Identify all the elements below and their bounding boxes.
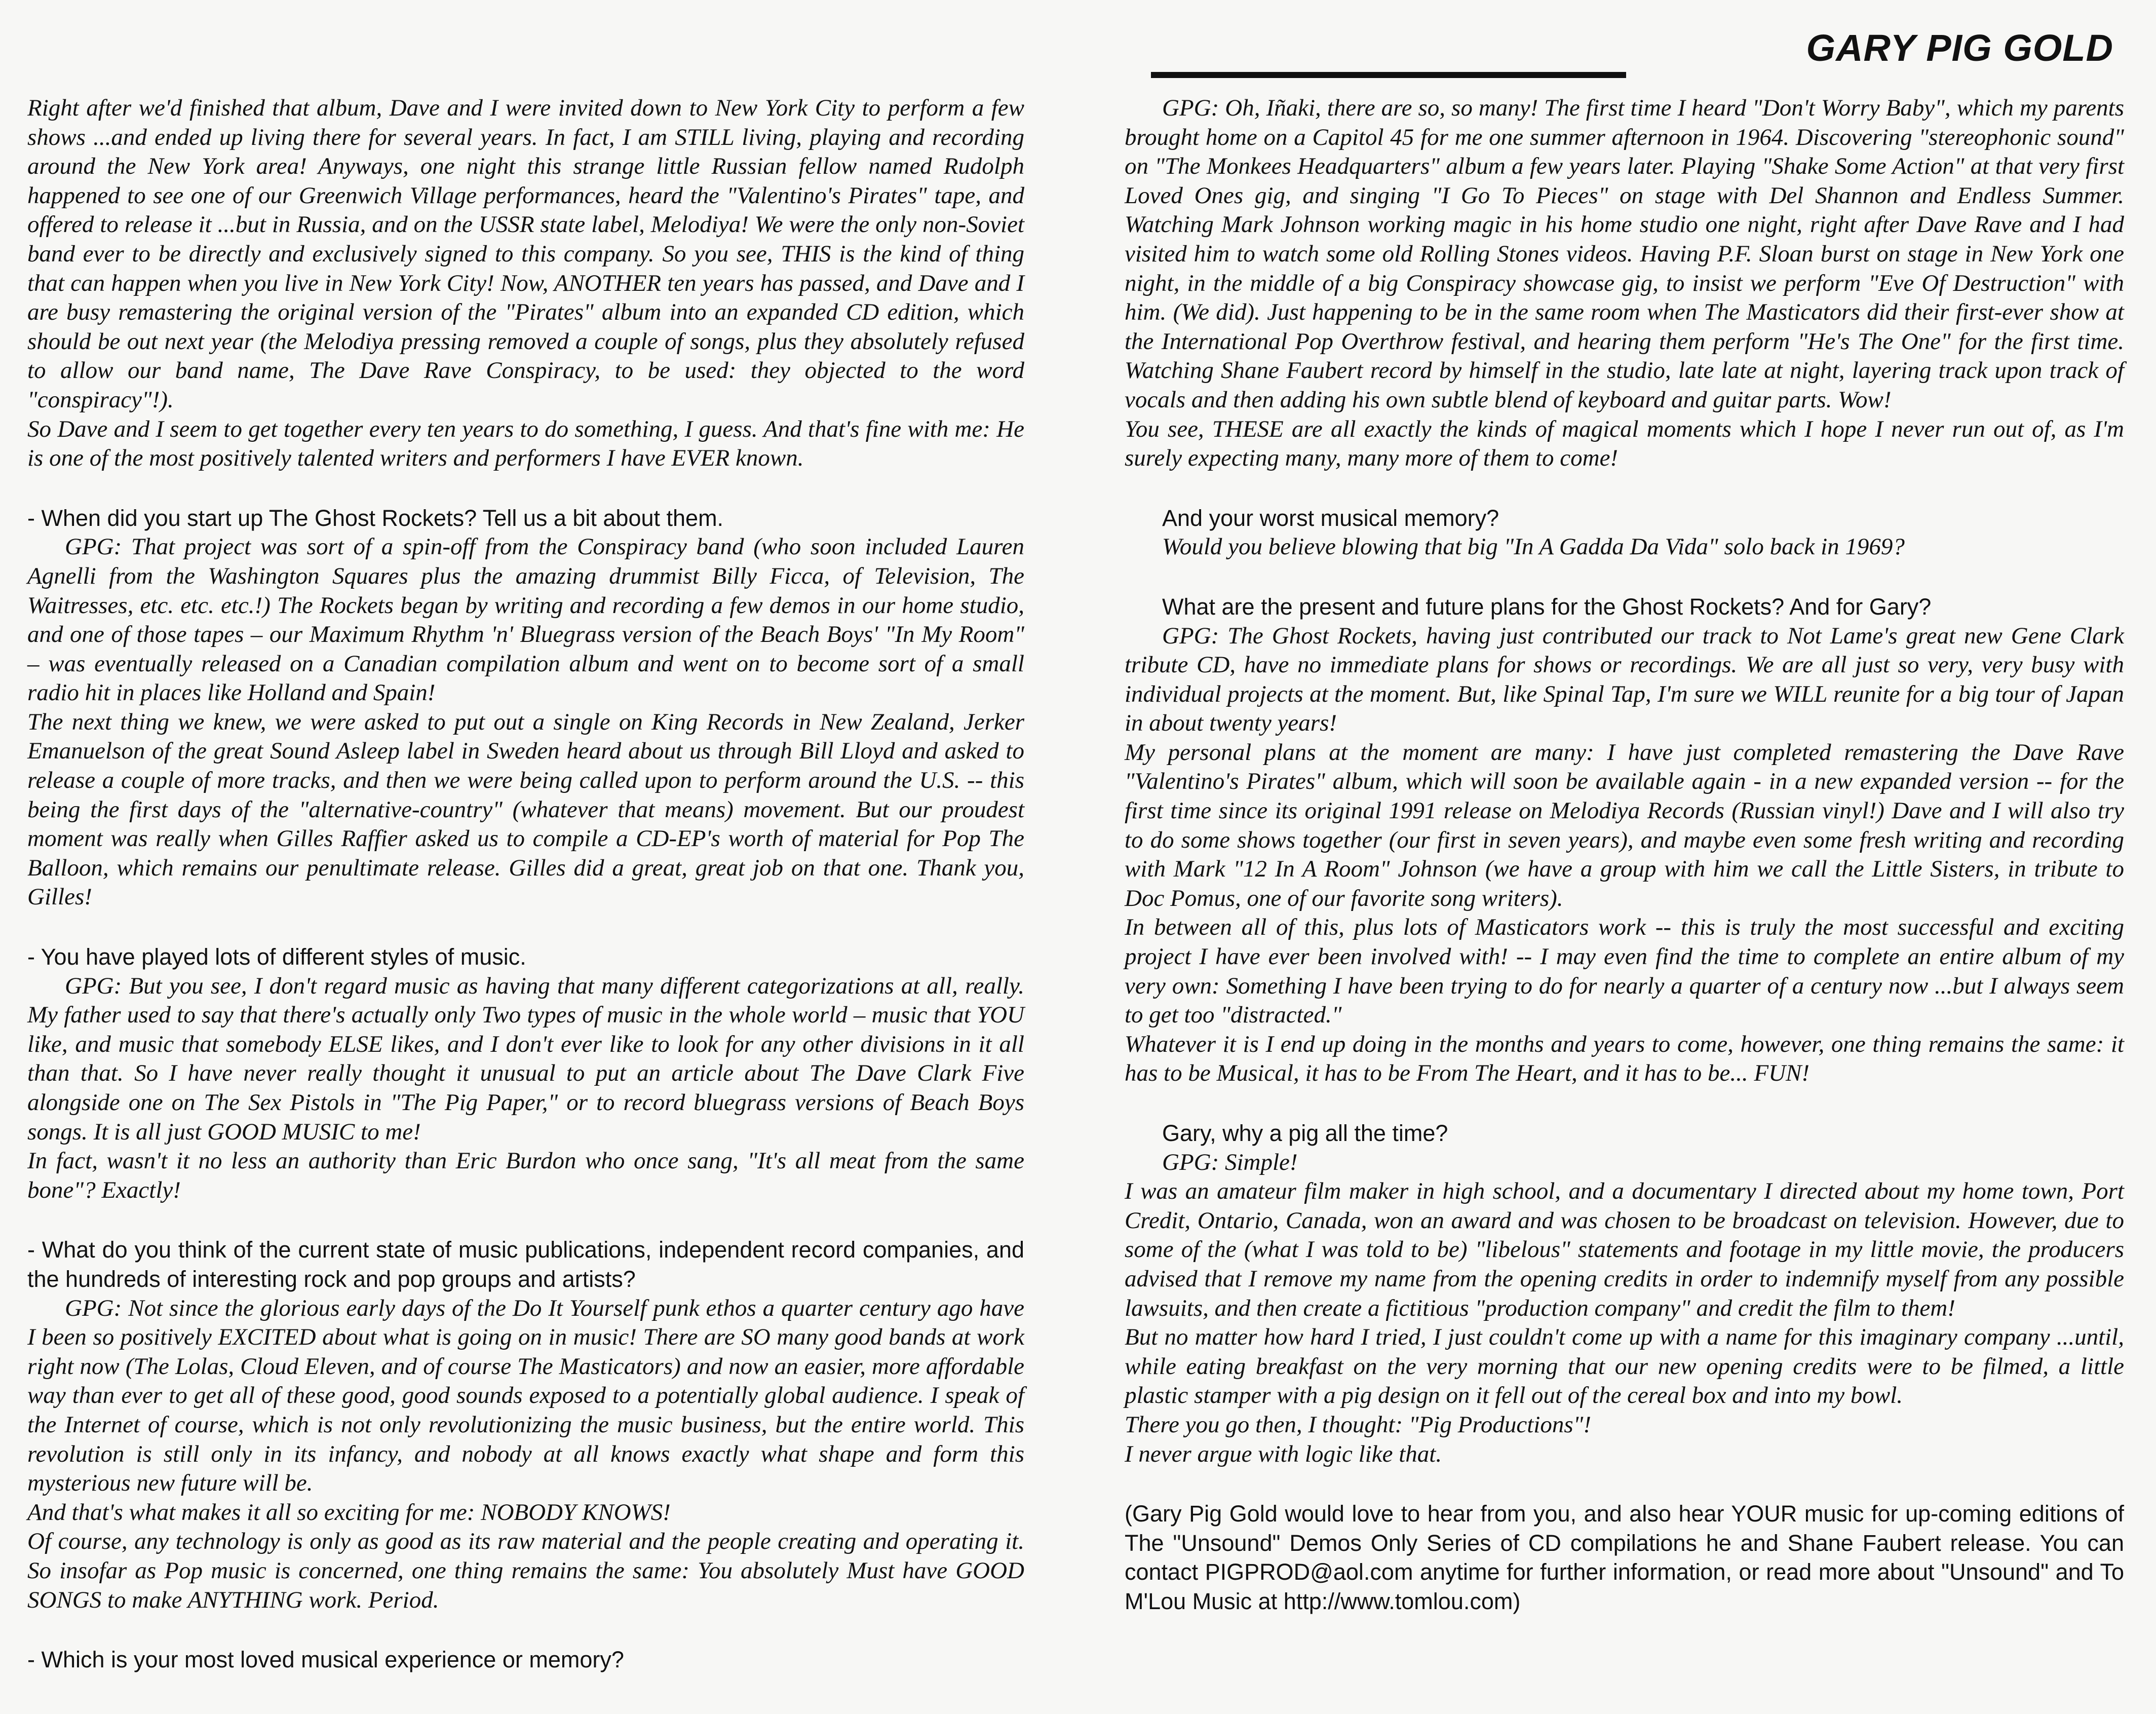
answer: In between all of this, plus lots of Masticators work -- this is truly the most successful and exciting project I have ever been involved with! -- I may even find the time to complete an entire album of my very own: Something I have been trying to do for nearly a quarter of a century now ...but I always seem to get too "distracted." [1125,914,2124,1029]
article-title: GARY PIG GOLD [1806,27,2113,69]
answer: Would you believe blowing that big "In A Gadda Da Vida" solo back in 1969? [1162,534,1905,560]
left-column [27,94,1024,1674]
answer: There you go then, I thought: "Pig Productions"! [1125,1411,1592,1438]
title-rule [1151,72,1626,78]
answer: You see, THESE are all exactly the kinds of magical moments which I hope I never run out of, as I'm surely expecting many, many more of them to come! [1125,415,2124,472]
question: - What do you think of the current state of music publications, independent record companies, and the hundreds of interesting rock and pop groups and artists? [27,1237,1024,1292]
answer: In fact, wasn't it no less an authority than Eric Burdon who once sang, "It's all meat from the same bone"? Exactly! [27,1148,1024,1203]
answer: GPG: Simple! [1162,1149,1298,1175]
question: And your worst musical memory? [1162,505,1499,531]
paragraph: Right after we'd finished that album, Dave and I were invited down to New York City to perform a few shows ...and ended up living there for several years. In fact, I am STILL living, playing and recording around the New York area! Anyways, one night this strange little Russian fellow named Rudolph happened to see one of our Greenwich Village performances, heard the "Valentino's Pirates" tape, and offered to release it ...but in Russia, and on the USSR state label, Melodiya! We were the only non-Soviet band ever to be directly and exclusively signed to this company. So you see, THIS is the kind of thing that can happen when you live in New York City! Now, ANOTHER ten years has passed, and Dave and I are busy remastering the original version of the "Pirates" album into an expanded CD edition, which should be out next year (the Melodiya pressing removed a couple of songs, plus they absolutely refused to allow our band name, The Dave Rave Conspiracy, to be used: they objected to the word "conspiracy"!). [27,95,1024,413]
answer: GPG: The Ghost Rockets, having just contributed our track to Not Lame's great new Gene Clark tribute CD, have no immediate plans for shows or recordings. We are all just so very, very busy with individual projects at the moment. But, like Spinal Tap, I'm sure we WILL reunite for a big tour of Japan in about twenty years! [1125,622,2124,737]
closing-note: (Gary Pig Gold would love to hear from you, and also hear YOUR music for up-coming editions of The "Unsound" Demos Only Series of CD compilations he and Shane Faubert release. You can contact PIGPROD@aol.com anytime for further information, or read more about "Unsound" and To M'Lou Music at http://www.tomlou.com) [1125,1501,2124,1614]
question: - Which is your most loved musical experience or memory? [27,1647,624,1673]
answer: GPG: That project was sort of a spin-off from the Conspiracy band (who soon included Lauren Agnelli from the Washington Squares plus the amazing drummist Billy Ficca, of Television, The Waitresses, etc. etc. etc.!) The Rockets began by writing and recording a few demos in our home studio, and one of those tapes – our Maximum Rhythm 'n' Bluegrass version of the Beach Boys' "In My Room" – was eventually released on a Canadian compilation album and went on to become sort of a small radio hit in places like Holland and Spain! [27,534,1024,706]
answer: GPG: Not since the glorious early days of the Do It Yourself punk ethos a quarter century ago have I been so positively EXCITED about what is going on in music! There are SO many good bands at work right now (The Lolas, Cloud Eleven, and of course The Masticators) and now an easier, more affordable way than ever to get all of these good, good sounds exposed to a potentially global audience. I speak of the Internet of course, which is not only revolutionizing the music business, but the entire world. This revolution is still only in its infancy, and nobody at all knows exactly what shape and form this mysterious new future will be. [27,1294,1024,1497]
question: What are the present and future plans for the Ghost Rockets? And for Gary? [1162,593,1932,620]
answer: And that's what makes it all so exciting for me: NOBODY KNOWS! [27,1499,671,1526]
right-column [1125,94,2124,1616]
answer: I never argue with logic like that. [1125,1440,1442,1467]
question: - You have played lots of different styles of music. [27,944,526,970]
question: Gary, why a pig all the time? [1162,1120,1448,1146]
answer: Whatever it is I end up doing in the months and years to come, however, one thing remains the same: it has to be Musical, it has to be From The Heart, and it has to be... FUN! [1125,1031,2124,1087]
answer: My personal plans at the moment are many: I have just completed remastering the Dave Rave "Valentino's Pirates" album, which will soon be available again - in a new expanded version -- for the first time since its original 1991 release on Melodiya Records (Russian vinyl!) Dave and I will also try to do some shows together (our first in seven years), and maybe even some fresh writing and recording with Mark "12 In A Room" Johnson (we have a group with him we call the Little Sisters, in tribute to Doc Pomus, one of our favorite song writers). [1125,739,2124,911]
answer: The next thing we knew, we were asked to put out a single on King Records in New Zealand, Jerker Emanuelson of the great Sound Asleep label in Sweden heard about us through Bill Lloyd and asked to release a couple of more tracks, and then we were being called upon to perform around the U.S. -- this being the first days of the "alternative-country" (whatever that means) movement. But our proudest moment was really when Gilles Raffier asked us to compile a CD-EP's worth of material for Pop The Balloon, which remains our penultimate release. Gilles did a great, great job on that one. Thank you, Gilles! [27,708,1024,910]
answer: GPG: Oh, Iñaki, there are so, so many! The first time I heard "Don't Worry Baby", which my parents brought home on a Capitol 45 for me one summer afternoon in 1964. Discovering "stereophonic sound" on "The Monkees Headquarters" album a few years later. Playing "Shake Some Action" at that very first Loved Ones gig, and singing "I Go To Pieces" on stage with Del Shannon and Endless Summer. Watching Mark Johnson working magic in his home studio one night, right after Dave Rave and I had visited him to watch some old Rolling Stones videos. Having P.F. Sloan burst on stage in New York one night, in the middle of a big Conspiracy showcase gig, to insist we perform "Eve Of Destruction" with him. (We did). Just happening to be in the same room when The Masticators did their first-ever show at the International Pop Overthrow festival, and hearing them perform "He's The One" for the first time. Watching Shane Faubert record by himself in the studio, late late at night, layering track upon track of vocals and then adding his own subtle blend of keyboard and guitar parts. Wow! [1125,95,2124,413]
answer: GPG: But you see, I don't regard music as having that many different categorizations at all, really. My father used to say that there's actually only Two types of music in the whole world – music that YOU like, and music that somebody ELSE likes, and I don't ever like to look for any other divisions in it all than that. So I have never really thought it unusual to put an article about The Dave Clark Five alongside one on The Sex Pistols in "The Pig Paper," or to record bluegrass versions of Beach Boys songs. It is all just GOOD MUSIC to me! [27,972,1024,1145]
answer: But no matter how hard I tried, I just couldn't come up with a name for this imaginary company ...until, while eating breakfast on the very morning that our new opening credits were to be filmed, a little plastic stamper with a pig design on it fell out of the cereal box and into my bowl. [1125,1324,2124,1409]
answer: I was an amateur film maker in high school, and a documentary I directed about my home town, Port Credit, Ontario, Canada, won an award and was chosen to be broadcast on television. However, due to some of the (what I was told to be) "libelous" statements and footage in my little movie, the producers advised that I remove my name from the opening credits in order to indemnify myself from any possible lawsuits, and then create a fictitious "production company" and credit the film to them! [1125,1178,2124,1321]
question: - When did you start up The Ghost Rockets? Tell us a bit about them. [27,505,724,531]
paragraph: So Dave and I seem to get together every ten years to do something, I guess. And that's fine with me: He is one of the most positively talented writers and performers I have EVER known. [27,415,1024,472]
answer: Of course, any technology is only as good as its raw material and the people creating and operating it. So insofar as Pop music is concerned, one thing remains the same: You absolutely Must have GOOD SONGS to make ANYTHING work. Period. [27,1528,1024,1613]
